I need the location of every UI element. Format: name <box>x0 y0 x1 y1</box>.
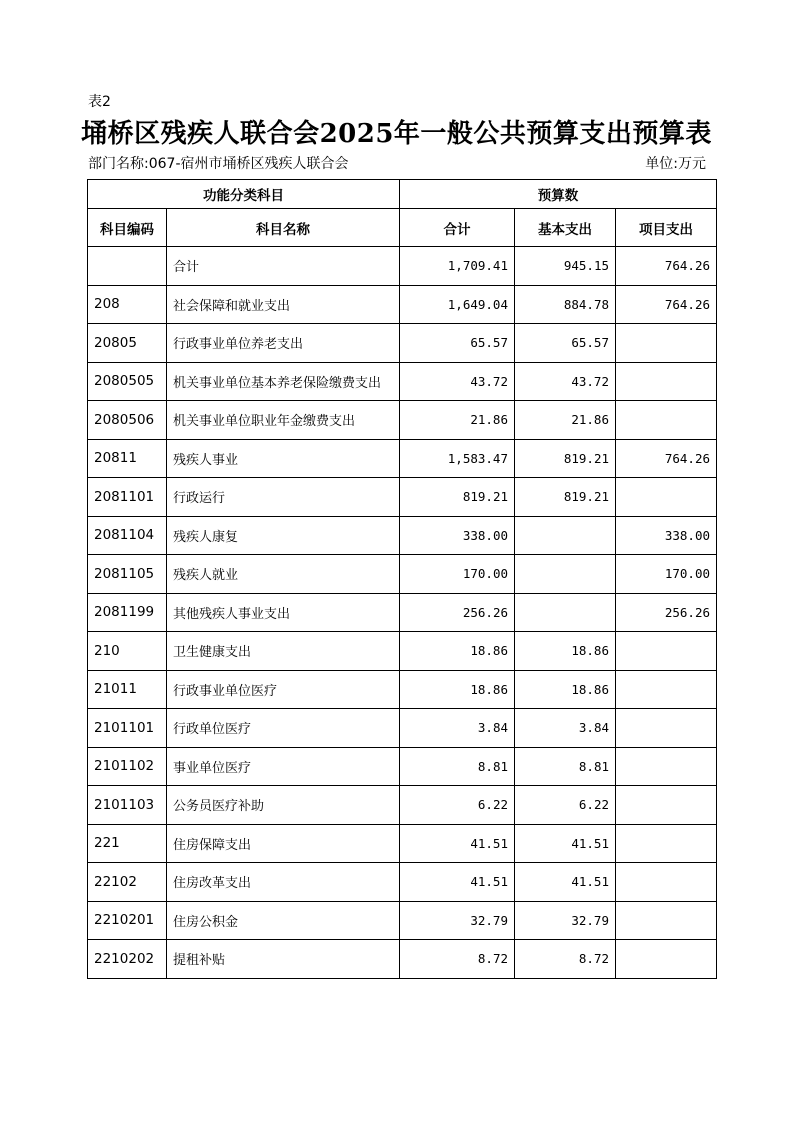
table-body <box>88 247 717 979</box>
subject-name-cell: 合计 <box>167 247 400 286</box>
table-row <box>88 439 717 478</box>
total-cell: 819.21 <box>400 478 515 517</box>
total-cell: 338.00 <box>400 516 515 555</box>
functional-category-header: 功能分类科目 <box>88 180 400 209</box>
project-expenditure-cell <box>616 940 717 979</box>
basic-expenditure-cell: 32.79 <box>515 901 616 940</box>
subject-name-cell: 机关事业单位基本养老保险缴费支出 <box>167 362 400 401</box>
project-expenditure-cell <box>616 786 717 825</box>
budget-amount-header: 预算数 <box>400 180 717 209</box>
project-expenditure-cell <box>616 901 717 940</box>
subject-code-cell: 2081105 <box>88 555 167 594</box>
table-row <box>88 824 717 863</box>
table-row <box>88 362 717 401</box>
table-row <box>88 747 717 786</box>
basic-expenditure-cell: 8.81 <box>515 747 616 786</box>
project-expenditure-cell <box>616 324 717 363</box>
project-expenditure-cell <box>616 863 717 902</box>
project-expenditure-cell: 256.26 <box>616 593 717 632</box>
column-header-row <box>88 209 717 247</box>
total-cell: 8.81 <box>400 747 515 786</box>
subject-name-cell: 卫生健康支出 <box>167 632 400 671</box>
total-cell: 170.00 <box>400 555 515 594</box>
project-expenditure-cell: 764.26 <box>616 247 717 286</box>
total-cell: 1,649.04 <box>400 285 515 324</box>
table-row <box>88 516 717 555</box>
subject-code-cell: 2210201 <box>88 901 167 940</box>
subject-code-cell: 208 <box>88 285 167 324</box>
subject-code-cell <box>88 247 167 286</box>
basic-expenditure-cell: 18.86 <box>515 632 616 671</box>
subject-name-cell: 事业单位医疗 <box>167 747 400 786</box>
column-header-project: 项目支出 <box>616 209 717 247</box>
subject-name-cell: 行政事业单位养老支出 <box>167 324 400 363</box>
subject-name-cell: 行政事业单位医疗 <box>167 670 400 709</box>
table-row <box>88 555 717 594</box>
basic-expenditure-cell: 3.84 <box>515 709 616 748</box>
project-expenditure-cell: 338.00 <box>616 516 717 555</box>
column-header-total: 合计 <box>400 209 515 247</box>
subject-code-cell: 20805 <box>88 324 167 363</box>
subject-name-cell: 住房改革支出 <box>167 863 400 902</box>
column-header-basic: 基本支出 <box>515 209 616 247</box>
subject-code-cell: 2101103 <box>88 786 167 825</box>
project-expenditure-cell <box>616 478 717 517</box>
table-row <box>88 401 717 440</box>
subject-code-cell: 221 <box>88 824 167 863</box>
total-cell: 65.57 <box>400 324 515 363</box>
project-expenditure-cell <box>616 632 717 671</box>
total-cell: 43.72 <box>400 362 515 401</box>
total-cell: 41.51 <box>400 863 515 902</box>
basic-expenditure-cell: 945.15 <box>515 247 616 286</box>
subject-name-cell: 住房公积金 <box>167 901 400 940</box>
table-row <box>88 593 717 632</box>
subject-name-cell: 提租补贴 <box>167 940 400 979</box>
unit-label: 单位:万元 <box>645 156 706 172</box>
basic-expenditure-cell: 18.86 <box>515 670 616 709</box>
subject-code-cell: 20811 <box>88 439 167 478</box>
subject-name-cell: 其他残疾人事业支出 <box>167 593 400 632</box>
subject-code-cell: 2101101 <box>88 709 167 748</box>
total-cell: 18.86 <box>400 670 515 709</box>
table-row <box>88 940 717 979</box>
subject-name-cell: 机关事业单位职业年金缴费支出 <box>167 401 400 440</box>
total-cell: 18.86 <box>400 632 515 671</box>
project-expenditure-cell <box>616 824 717 863</box>
document-title: 埇桥区残疾人联合会2025年一般公共预算支出预算表 <box>81 119 712 149</box>
table-row <box>88 478 717 517</box>
table-number-label: 表2 <box>88 94 111 110</box>
subject-code-cell: 2081199 <box>88 593 167 632</box>
table-row <box>88 709 717 748</box>
basic-expenditure-cell <box>515 593 616 632</box>
subject-name-cell: 残疾人就业 <box>167 555 400 594</box>
project-expenditure-cell <box>616 747 717 786</box>
subject-code-cell: 21011 <box>88 670 167 709</box>
subject-code-cell: 2080506 <box>88 401 167 440</box>
total-cell: 41.51 <box>400 824 515 863</box>
subject-code-cell: 2081101 <box>88 478 167 517</box>
subject-code-cell: 210 <box>88 632 167 671</box>
basic-expenditure-cell: 21.86 <box>515 401 616 440</box>
subject-name-cell: 住房保障支出 <box>167 824 400 863</box>
table-row <box>88 670 717 709</box>
basic-expenditure-cell: 8.72 <box>515 940 616 979</box>
subject-name-cell: 残疾人事业 <box>167 439 400 478</box>
total-cell: 3.84 <box>400 709 515 748</box>
subject-name-cell: 残疾人康复 <box>167 516 400 555</box>
basic-expenditure-cell: 43.72 <box>515 362 616 401</box>
project-expenditure-cell <box>616 709 717 748</box>
total-cell: 1,709.41 <box>400 247 515 286</box>
project-expenditure-cell <box>616 401 717 440</box>
total-cell: 256.26 <box>400 593 515 632</box>
total-cell: 32.79 <box>400 901 515 940</box>
basic-expenditure-cell: 819.21 <box>515 478 616 517</box>
basic-expenditure-cell <box>515 555 616 594</box>
table-row <box>88 285 717 324</box>
subject-name-cell: 行政运行 <box>167 478 400 517</box>
total-cell: 6.22 <box>400 786 515 825</box>
basic-expenditure-cell <box>515 516 616 555</box>
subject-code-cell: 2101102 <box>88 747 167 786</box>
column-header-name: 科目名称 <box>167 209 400 247</box>
department-name: 部门名称:067-宿州市埇桥区残疾人联合会 <box>88 156 349 172</box>
basic-expenditure-cell: 6.22 <box>515 786 616 825</box>
table-row <box>88 324 717 363</box>
budget-table <box>87 179 717 979</box>
table-row <box>88 632 717 671</box>
project-expenditure-cell <box>616 670 717 709</box>
total-cell: 21.86 <box>400 401 515 440</box>
subject-name-cell: 公务员医疗补助 <box>167 786 400 825</box>
group-header-row <box>88 180 717 209</box>
table-row <box>88 863 717 902</box>
subject-name-cell: 社会保障和就业支出 <box>167 285 400 324</box>
subject-code-cell: 2080505 <box>88 362 167 401</box>
basic-expenditure-cell: 819.21 <box>515 439 616 478</box>
project-expenditure-cell <box>616 362 717 401</box>
subject-code-cell: 22102 <box>88 863 167 902</box>
basic-expenditure-cell: 65.57 <box>515 324 616 363</box>
total-cell: 8.72 <box>400 940 515 979</box>
table-row <box>88 247 717 286</box>
project-expenditure-cell: 170.00 <box>616 555 717 594</box>
basic-expenditure-cell: 884.78 <box>515 285 616 324</box>
basic-expenditure-cell: 41.51 <box>515 863 616 902</box>
total-cell: 1,583.47 <box>400 439 515 478</box>
subject-code-cell: 2081104 <box>88 516 167 555</box>
subject-code-cell: 2210202 <box>88 940 167 979</box>
table-row <box>88 901 717 940</box>
project-expenditure-cell: 764.26 <box>616 285 717 324</box>
column-header-code: 科目编码 <box>88 209 167 247</box>
subject-name-cell: 行政单位医疗 <box>167 709 400 748</box>
table-row <box>88 786 717 825</box>
basic-expenditure-cell: 41.51 <box>515 824 616 863</box>
project-expenditure-cell: 764.26 <box>616 439 717 478</box>
